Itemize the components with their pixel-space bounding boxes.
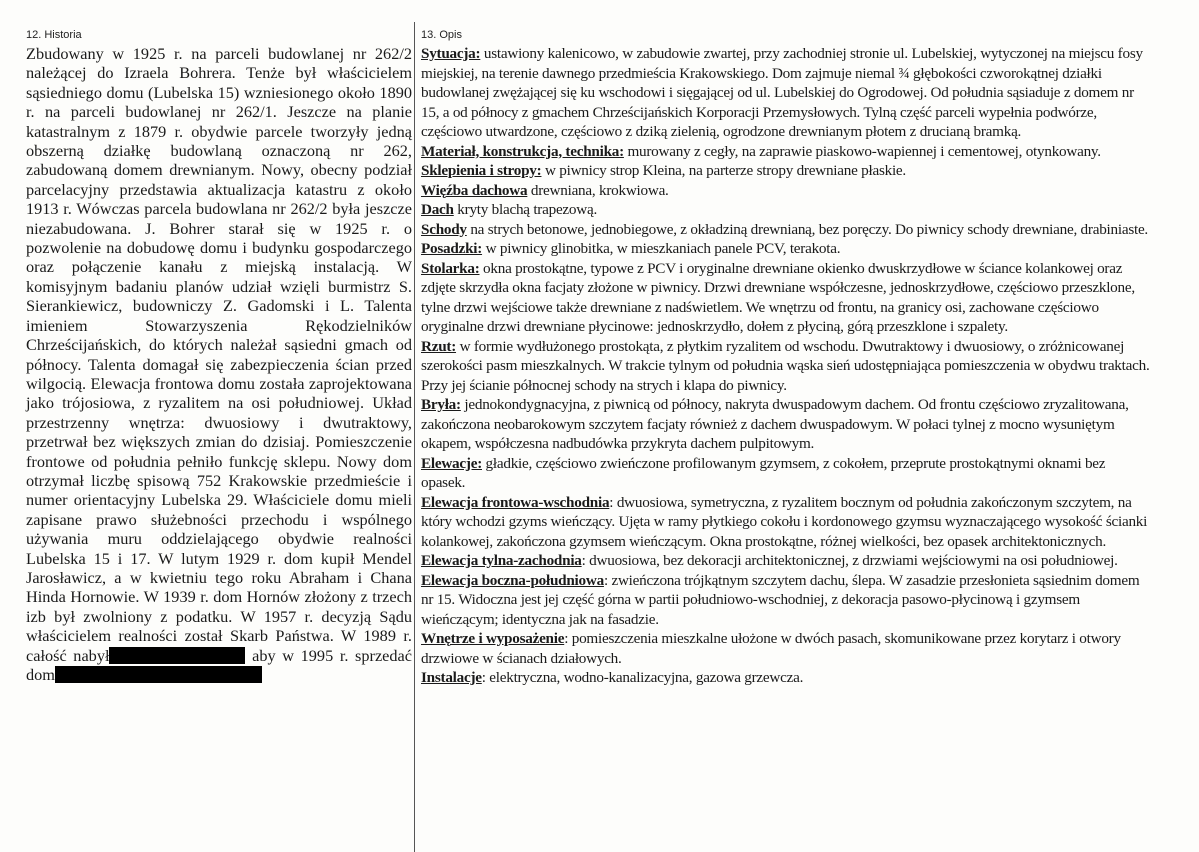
section-heading-historia: 12. Historia [26, 29, 82, 41]
history-text [26, 44, 412, 684]
section-text: w formie wydłużonego prostokąta, z płytkim ryzalitem od wschodu. Dwutraktowy i dwuosiowy, o zróżnicowanej szerokości pasm mieszkalnych. W trakcie tylnym od południa wąska sień udostępniająca pomieszczenia w obydwu traktach. Przy jej ścianie północnej schody na strych i klapa do piwnicy. [421, 337, 1150, 394]
column-divider [414, 22, 415, 852]
description-section [421, 629, 1151, 668]
section-label: Materiał, konstrukcja, technika: [421, 142, 624, 160]
description-section [421, 551, 1151, 571]
description-section [421, 571, 1151, 630]
section-label: Elewacja frontowa-wschodnia [421, 493, 610, 511]
section-label: Schody [421, 220, 467, 238]
description-section [421, 493, 1151, 552]
section-label: Posadzki: [421, 240, 483, 257]
section-label: Więźba dachowa [421, 181, 528, 199]
section-heading-opis: 13. Opis [421, 29, 462, 41]
section-text: na strych betonowe, jednobiegowe, z okładziną drewnianą, bez poręczy. Do piwnicy schody drewniane, drabiniaste. [466, 220, 1148, 238]
section-text: : zwieńczona trójkątnym szczytem dachu, ślepa. W zasadzie przesłonieta sąsiednim domem nr 15. Widoczna jest jej część górna w partii południowo-wschodniej, z dekoracja pasowo-płycinową i gzymsem wieńczącym; identyczna jak na fasadzie. [421, 571, 1140, 628]
description-section [421, 220, 1151, 240]
section-text: kryty blachą trapezową. [453, 201, 598, 218]
section-label: Sytuacja: [421, 45, 481, 62]
description-section [421, 239, 1151, 259]
section-text: : dwuosiowa, symetryczna, z ryzalitem bocznym od południa zakończonym szczytem, na który wchodzi gzyms wieńczący. Ujęta w ramy płytkiego cokołu i kordonowego gzymsu wyznaczającego wysokość ścianki kolankowej, zakończona gzymsem wieńczącym. Okna prostokątne, różnej wielkości, bez opasek architektonicznych. [421, 493, 1148, 550]
section-text: w piwnicy glinobitka, w mieszkaniach panele PCV, terakota. [482, 240, 841, 257]
section-label: Elewacje: [421, 454, 482, 472]
section-label: Elewacja boczna-południowa [421, 571, 604, 589]
section-text: jednokondygnacyjna, z piwnicą od północy, nakryta dwuspadowym dachem. Od frontu częściowo zryzalitowana, zakończona neobarokowym szczytem facjaty również z dachem dwuspadowym. W połaci tylnej z mocno wysuniętym okapem, współczesna nadbudówka przykryta dachem pulpitowym. [421, 396, 1129, 452]
section-text: ustawiony kalenicowo, w zabudowie zwartej, przy zachodniej stronie ul. Lubelskiej, wytyczonej na miejscu fosy miejskiej, na terenie dawnego przedmieścia Krakowskiego. Dom zajmuje niemal ¾ głębokości czworokątnej działki budowlanej zwężającej się ku wschodowi i sięgającej od ul. Lubelskiej do Ogrodowej. Od południa sąsiaduje z domem nr 15, a od północy z gmachem Chrześcijańskich Korporacji Przemysłowych. Tylną część parceli wypełnia podwórze, częściowo utwardzone, częściowo z dziką zielenią, ogrodzone drewnianym płotem z drucianą bramką. [421, 45, 1143, 140]
description-section [421, 454, 1151, 493]
redaction-block [109, 647, 245, 664]
section-text: drewniana, krokwiowa. [527, 181, 669, 199]
section-label: Bryła: [421, 396, 461, 413]
section-label: Stolarka: [421, 259, 480, 277]
section-label: Wnętrze i wyposażenie [421, 630, 565, 647]
description-section [421, 142, 1151, 162]
history-body: Zbudowany w 1925 r. na parceli budowlanej nr 262/2 należącej do Izraela Bohrera. Tenże był właścicielem sąsiedniego domu (Lubelska 15) wzniesionego około 1890 r. na parceli budowlanej nr 262/1. Jeszcze na planie katastralnym z 1879 r. obydwie parcele tworzyły jedną obszerną działkę budowlaną oznaczoną nr 262, zabudowaną domem drewnianym. Nowy, obecny podział parcelacyjny przedstawia aktualizacja katastru z około 1913 r. Wówczas parcela budowlana nr 262/2 była jeszcze niezabudowana. J. Bohrer starał się w 1925 r. o pozwolenie na dobudowę domu i budynku gospodarczego oraz połączenie kanału z miejską instalacją. W komisyjnym badaniu planów udział wzięli burmistrz S. Sierankiewicz, budowniczy Z. Gadomski i L. Talenta imieniem Stowarzyszenia Rękodzielników Chrześcijańskich, do których należał sąsiedni gmach od północy. Talenta domagał się zabezpieczenia ścian przed wilgocią. Elewacja frontowa domu została zaprojektowana jako trójosiowa, z ryzalitem na osi południowej. Układ przestrzenny wnętrza: dwuosiowy i dwutraktowy, przetrwał bez większych zmian do dzisiaj. Pomieszczenie frontowe od południa pełniło funkcję sklepu. Nowy dom otrzymał liczbę spisową 752 Krakowskie przedmieście i numer orientacyjny Lubelska 29. Właściciele domu mieli zapisane prawo służebności przechodu i wspólnego używania muru oddzielającego obydwie realności Lubelska 15 i 17. W lutym 1929 r. dom kupił Mendel Jarosławicz, a w kwietniu tego roku Abraham i Chana Hinda Hornowie. W 1939 r. dom Hornów złożony z trzech izb był zwolniony z podatku. W 1957 r. decyzją Sądu właścicielem realności został Skarb Państwa. W 1989 r. całość nabył [26, 44, 412, 665]
redaction-block [55, 666, 262, 683]
section-text: : pomieszczenia mieszkalne ułożone w dwóch pasach, skomunikowane przez korytarz i otwory drzwiowe w ścianach działowych. [421, 630, 1121, 667]
description-text [421, 44, 1151, 688]
section-text: murowany z cegły, na zaprawie piaskowo-wapiennej i cementowej, otynkowany. [623, 142, 1101, 160]
description-section [421, 200, 1151, 220]
section-label: Elewacja tylna-zachodnia [421, 552, 582, 569]
section-label: Sklepienia i stropy: [421, 162, 542, 179]
section-text: : dwuosiowa, bez dekoracji architektonicznej, z drzwiami wejściowymi na osi południowej. [581, 552, 1118, 569]
history-ending: aby w 1995 r. sprzedać dom [26, 645, 413, 684]
section-text: gładkie, częściowo zwieńczone profilowanym gzymsem, z cokołem, przeprute prostokątnymi oknami bez opasek. [421, 454, 1106, 491]
section-text: okna prostokątne, typowe z PCV i oryginalne drewniane okienko dwuskrzydłowe w ściance kolankowej oraz zdjęte skrzydła okna facjaty złożone w piwnicy. Drzwi drewniane współczesne, jednoskrzydłowe, częściowo przeszklone, tylne drzwi wejściowe także drewniane z nadświetlem. We wnętrzu od frontu, na granicy osi, zachowane częściowo oryginalne drzwi drewniane płycinowe: jednoskrzydło, dołem z płyciną, górą przeszklone i szpalety. [421, 259, 1135, 335]
section-text: w piwnicy strop Kleina, na parterze stropy drewniane płaskie. [541, 162, 906, 179]
description-section [421, 395, 1151, 454]
description-section [421, 337, 1151, 396]
section-label: Instalacje [421, 669, 482, 686]
section-text: : elektryczna, wodno-kanalizacyjna, gazowa grzewcza. [481, 669, 804, 686]
description-section [421, 181, 1151, 201]
section-label: Dach [421, 201, 454, 218]
description-section [421, 668, 1151, 688]
section-label: Rzut: [421, 337, 457, 355]
description-section [421, 259, 1151, 337]
description-section [421, 44, 1151, 142]
description-section [421, 161, 1151, 181]
